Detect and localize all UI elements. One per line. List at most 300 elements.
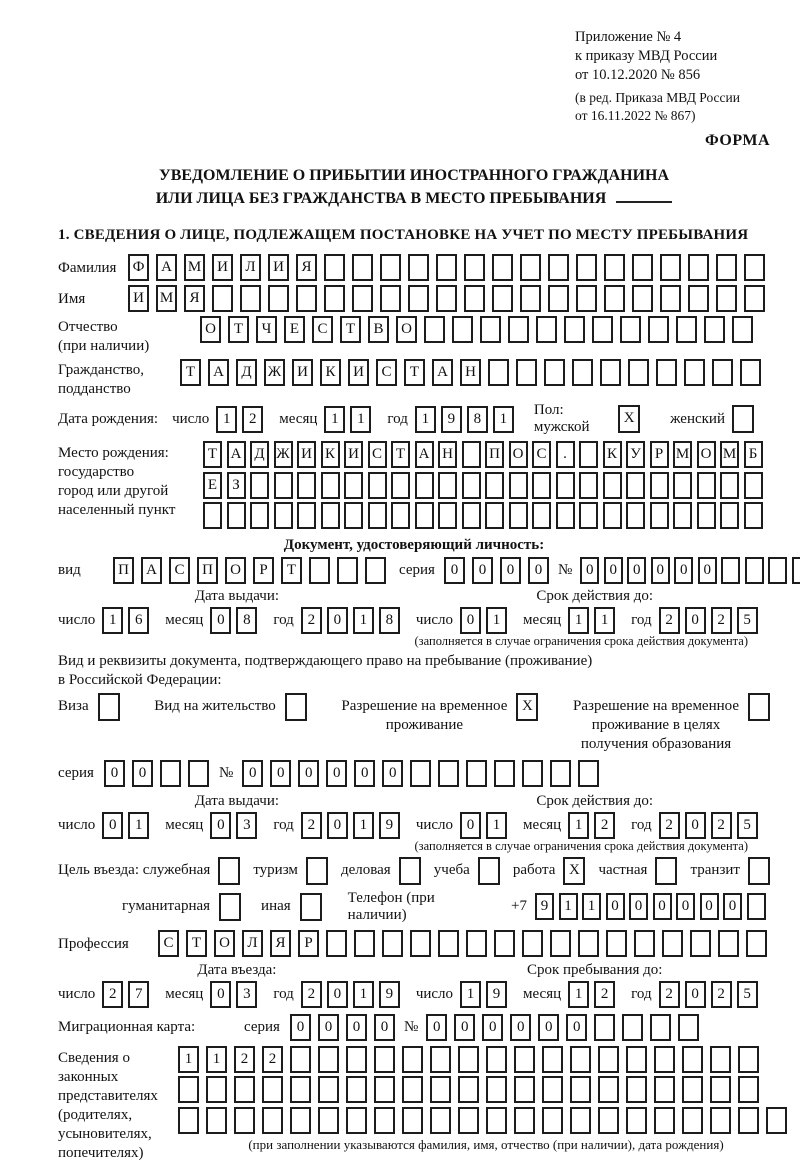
char-cell[interactable] xyxy=(352,285,373,312)
char-cell[interactable] xyxy=(458,1076,479,1103)
char-cell[interactable] xyxy=(352,254,373,281)
char-cell[interactable]: С xyxy=(376,359,397,386)
char-cell[interactable] xyxy=(318,1107,339,1134)
char-cell[interactable] xyxy=(697,502,716,529)
char-cell[interactable] xyxy=(98,693,120,721)
char-cell[interactable]: Л xyxy=(240,254,261,281)
char-cell[interactable]: 0 xyxy=(528,557,549,584)
birth-day-input[interactable] xyxy=(216,406,268,433)
char-cell[interactable] xyxy=(485,472,504,499)
char-cell[interactable]: 0 xyxy=(651,557,670,584)
char-cell[interactable] xyxy=(688,254,709,281)
char-cell[interactable] xyxy=(374,1107,395,1134)
char-cell[interactable]: 0 xyxy=(298,760,319,787)
char-cell[interactable]: 2 xyxy=(711,981,732,1008)
char-cell[interactable] xyxy=(745,557,764,584)
char-cell[interactable]: О xyxy=(697,441,716,468)
char-cell[interactable] xyxy=(486,1107,507,1134)
char-cell[interactable] xyxy=(532,472,551,499)
char-cell[interactable]: С xyxy=(368,441,387,468)
birthplace-row2-input[interactable] xyxy=(203,472,767,499)
char-cell[interactable] xyxy=(704,316,725,343)
char-cell[interactable] xyxy=(516,359,537,386)
char-cell[interactable] xyxy=(542,1076,563,1103)
char-cell[interactable] xyxy=(656,359,677,386)
purpose-other-checkbox[interactable] xyxy=(300,893,322,921)
char-cell[interactable]: 2 xyxy=(659,812,680,839)
visa-checkbox[interactable] xyxy=(98,693,120,721)
char-cell[interactable]: И xyxy=(212,254,233,281)
char-cell[interactable]: 0 xyxy=(472,557,493,584)
char-cell[interactable] xyxy=(408,254,429,281)
char-cell[interactable]: 1 xyxy=(486,607,507,634)
char-cell[interactable] xyxy=(747,893,766,920)
permit-issue-year[interactable] xyxy=(301,812,405,839)
char-cell[interactable]: 9 xyxy=(535,893,554,920)
char-cell[interactable] xyxy=(744,285,765,312)
char-cell[interactable]: 0 xyxy=(604,557,623,584)
char-cell[interactable]: О xyxy=(214,930,235,957)
char-cell[interactable]: О xyxy=(509,441,528,468)
stay-year-input[interactable] xyxy=(659,981,763,1008)
char-cell[interactable] xyxy=(550,930,571,957)
char-cell[interactable] xyxy=(579,472,598,499)
char-cell[interactable] xyxy=(206,1076,227,1103)
char-cell[interactable] xyxy=(509,502,528,529)
char-cell[interactable] xyxy=(274,472,293,499)
char-cell[interactable] xyxy=(532,502,551,529)
char-cell[interactable] xyxy=(492,285,513,312)
char-cell[interactable] xyxy=(354,930,375,957)
char-cell[interactable]: 0 xyxy=(346,1014,367,1041)
char-cell[interactable] xyxy=(391,472,410,499)
char-cell[interactable]: Т xyxy=(180,359,201,386)
stay-day-input[interactable] xyxy=(460,981,512,1008)
char-cell[interactable] xyxy=(262,1107,283,1134)
char-cell[interactable]: А xyxy=(141,557,162,584)
char-cell[interactable] xyxy=(632,285,653,312)
permit-number-input[interactable] xyxy=(242,760,606,787)
char-cell[interactable]: П xyxy=(485,441,504,468)
purpose-transit-checkbox[interactable] xyxy=(748,857,770,885)
char-cell[interactable] xyxy=(682,1107,703,1134)
char-cell[interactable] xyxy=(579,502,598,529)
char-cell[interactable] xyxy=(598,1107,619,1134)
char-cell[interactable] xyxy=(494,760,515,787)
char-cell[interactable]: 2 xyxy=(711,607,732,634)
char-cell[interactable] xyxy=(697,472,716,499)
char-cell[interactable]: 0 xyxy=(566,1014,587,1041)
char-cell[interactable] xyxy=(402,1046,423,1073)
char-cell[interactable] xyxy=(160,760,181,787)
char-cell[interactable] xyxy=(738,1076,759,1103)
char-cell[interactable] xyxy=(206,1107,227,1134)
char-cell[interactable]: И xyxy=(348,359,369,386)
char-cell[interactable]: 1 xyxy=(324,406,345,433)
char-cell[interactable]: 0 xyxy=(723,893,742,920)
char-cell[interactable]: О xyxy=(225,557,246,584)
char-cell[interactable]: 0 xyxy=(538,1014,559,1041)
representatives-row2-input[interactable] xyxy=(178,1076,794,1103)
char-cell[interactable] xyxy=(464,285,485,312)
char-cell[interactable] xyxy=(380,285,401,312)
char-cell[interactable] xyxy=(380,254,401,281)
char-cell[interactable] xyxy=(309,557,330,584)
char-cell[interactable]: 0 xyxy=(510,1014,531,1041)
document-valid-year[interactable] xyxy=(659,607,763,634)
char-cell[interactable]: 0 xyxy=(132,760,153,787)
char-cell[interactable]: З xyxy=(227,472,246,499)
char-cell[interactable]: Р xyxy=(650,441,669,468)
permit-issue-day[interactable] xyxy=(102,812,154,839)
entry-month-input[interactable] xyxy=(210,981,262,1008)
char-cell[interactable] xyxy=(744,254,765,281)
char-cell[interactable]: 0 xyxy=(210,812,231,839)
char-cell[interactable] xyxy=(710,1046,731,1073)
char-cell[interactable] xyxy=(399,857,421,885)
char-cell[interactable] xyxy=(391,502,410,529)
char-cell[interactable]: 0 xyxy=(327,607,348,634)
char-cell[interactable] xyxy=(592,316,613,343)
char-cell[interactable] xyxy=(485,502,504,529)
char-cell[interactable] xyxy=(218,857,240,885)
char-cell[interactable]: 1 xyxy=(216,406,237,433)
char-cell[interactable] xyxy=(768,557,787,584)
char-cell[interactable] xyxy=(438,472,457,499)
char-cell[interactable] xyxy=(572,359,593,386)
char-cell[interactable]: 0 xyxy=(460,812,481,839)
char-cell[interactable]: 0 xyxy=(674,557,693,584)
char-cell[interactable]: И xyxy=(297,441,316,468)
char-cell[interactable]: Л xyxy=(242,930,263,957)
char-cell[interactable]: 2 xyxy=(301,812,322,839)
char-cell[interactable]: Т xyxy=(404,359,425,386)
char-cell[interactable] xyxy=(626,502,645,529)
char-cell[interactable]: Т xyxy=(203,441,222,468)
surname-input[interactable] xyxy=(128,254,772,281)
char-cell[interactable] xyxy=(628,359,649,386)
char-cell[interactable]: А xyxy=(415,441,434,468)
char-cell[interactable]: 0 xyxy=(374,1014,395,1041)
char-cell[interactable] xyxy=(626,1076,647,1103)
char-cell[interactable]: 1 xyxy=(206,1046,227,1073)
char-cell[interactable] xyxy=(274,502,293,529)
char-cell[interactable] xyxy=(564,316,585,343)
char-cell[interactable]: О xyxy=(200,316,221,343)
char-cell[interactable] xyxy=(716,254,737,281)
char-cell[interactable] xyxy=(514,1076,535,1103)
char-cell[interactable] xyxy=(430,1076,451,1103)
char-cell[interactable]: Я xyxy=(270,930,291,957)
char-cell[interactable] xyxy=(520,254,541,281)
char-cell[interactable]: 0 xyxy=(700,893,719,920)
char-cell[interactable] xyxy=(522,760,543,787)
char-cell[interactable]: 0 xyxy=(698,557,717,584)
char-cell[interactable]: И xyxy=(268,254,289,281)
char-cell[interactable] xyxy=(240,285,261,312)
char-cell[interactable]: Д xyxy=(250,441,269,468)
char-cell[interactable] xyxy=(514,1107,535,1134)
char-cell[interactable]: И xyxy=(292,359,313,386)
char-cell[interactable]: 0 xyxy=(685,607,706,634)
char-cell[interactable] xyxy=(542,1107,563,1134)
temp-residence-checkbox[interactable] xyxy=(516,693,538,721)
purpose-study-checkbox[interactable] xyxy=(478,857,500,885)
char-cell[interactable] xyxy=(748,693,770,721)
sex-female-checkbox[interactable] xyxy=(732,405,759,433)
char-cell[interactable]: С xyxy=(169,557,190,584)
char-cell[interactable] xyxy=(458,1107,479,1134)
char-cell[interactable] xyxy=(673,472,692,499)
char-cell[interactable] xyxy=(337,557,358,584)
char-cell[interactable] xyxy=(324,285,345,312)
char-cell[interactable] xyxy=(626,1107,647,1134)
char-cell[interactable] xyxy=(520,285,541,312)
char-cell[interactable]: 0 xyxy=(104,760,125,787)
permit-series-input[interactable] xyxy=(104,760,216,787)
char-cell[interactable] xyxy=(600,359,621,386)
char-cell[interactable]: 0 xyxy=(382,760,403,787)
char-cell[interactable]: 1 xyxy=(353,607,374,634)
char-cell[interactable] xyxy=(662,930,683,957)
char-cell[interactable] xyxy=(682,1046,703,1073)
char-cell[interactable] xyxy=(744,502,763,529)
char-cell[interactable] xyxy=(682,1076,703,1103)
char-cell[interactable]: 0 xyxy=(102,812,123,839)
char-cell[interactable]: 0 xyxy=(653,893,672,920)
char-cell[interactable]: 0 xyxy=(629,893,648,920)
char-cell[interactable] xyxy=(234,1107,255,1134)
char-cell[interactable]: 0 xyxy=(500,557,521,584)
char-cell[interactable] xyxy=(536,316,557,343)
char-cell[interactable] xyxy=(570,1046,591,1073)
char-cell[interactable]: М xyxy=(673,441,692,468)
char-cell[interactable] xyxy=(346,1076,367,1103)
char-cell[interactable]: 9 xyxy=(379,981,400,1008)
char-cell[interactable]: 1 xyxy=(594,607,615,634)
permit-valid-month[interactable] xyxy=(568,812,620,839)
char-cell[interactable] xyxy=(324,254,345,281)
char-cell[interactable] xyxy=(738,1107,759,1134)
name-input[interactable] xyxy=(128,285,772,312)
char-cell[interactable]: 8 xyxy=(236,607,257,634)
char-cell[interactable]: Н xyxy=(460,359,481,386)
char-cell[interactable]: Т xyxy=(281,557,302,584)
char-cell[interactable] xyxy=(655,857,677,885)
char-cell[interactable] xyxy=(576,285,597,312)
char-cell[interactable]: Т xyxy=(340,316,361,343)
char-cell[interactable] xyxy=(598,1076,619,1103)
birth-month-input[interactable] xyxy=(324,406,376,433)
char-cell[interactable]: 2 xyxy=(301,981,322,1008)
char-cell[interactable] xyxy=(462,441,481,468)
entry-day-input[interactable] xyxy=(102,981,154,1008)
char-cell[interactable] xyxy=(374,1076,395,1103)
char-cell[interactable] xyxy=(321,472,340,499)
char-cell[interactable] xyxy=(738,1046,759,1073)
char-cell[interactable]: К xyxy=(320,359,341,386)
char-cell[interactable] xyxy=(606,930,627,957)
char-cell[interactable] xyxy=(544,359,565,386)
char-cell[interactable]: 2 xyxy=(234,1046,255,1073)
char-cell[interactable] xyxy=(346,1107,367,1134)
char-cell[interactable] xyxy=(570,1107,591,1134)
citizenship-input[interactable] xyxy=(180,359,768,386)
char-cell[interactable] xyxy=(556,502,575,529)
char-cell[interactable]: У xyxy=(626,441,645,468)
permit-issue-month[interactable] xyxy=(210,812,262,839)
char-cell[interactable]: 1 xyxy=(178,1046,199,1073)
char-cell[interactable] xyxy=(766,1107,787,1134)
char-cell[interactable] xyxy=(188,760,209,787)
char-cell[interactable]: . xyxy=(556,441,575,468)
char-cell[interactable] xyxy=(368,472,387,499)
char-cell[interactable] xyxy=(402,1107,423,1134)
char-cell[interactable]: 0 xyxy=(326,760,347,787)
char-cell[interactable] xyxy=(622,1014,643,1041)
char-cell[interactable] xyxy=(716,285,737,312)
char-cell[interactable]: 0 xyxy=(580,557,599,584)
char-cell[interactable] xyxy=(648,316,669,343)
char-cell[interactable]: 0 xyxy=(685,812,706,839)
char-cell[interactable] xyxy=(436,285,457,312)
sex-male-checkbox[interactable] xyxy=(618,405,645,433)
char-cell[interactable] xyxy=(374,1046,395,1073)
char-cell[interactable]: 2 xyxy=(659,981,680,1008)
char-cell[interactable] xyxy=(578,760,599,787)
char-cell[interactable]: 1 xyxy=(128,812,149,839)
char-cell[interactable] xyxy=(650,502,669,529)
char-cell[interactable] xyxy=(410,760,431,787)
char-cell[interactable]: 1 xyxy=(568,812,589,839)
char-cell[interactable] xyxy=(250,472,269,499)
char-cell[interactable]: 1 xyxy=(353,981,374,1008)
char-cell[interactable] xyxy=(690,930,711,957)
char-cell[interactable]: 9 xyxy=(441,406,462,433)
char-cell[interactable] xyxy=(212,285,233,312)
profession-input[interactable] xyxy=(158,930,774,957)
char-cell[interactable] xyxy=(227,502,246,529)
purpose-tourism-checkbox[interactable] xyxy=(306,857,328,885)
char-cell[interactable]: А xyxy=(227,441,246,468)
char-cell[interactable]: 1 xyxy=(102,607,123,634)
char-cell[interactable] xyxy=(626,472,645,499)
char-cell[interactable] xyxy=(542,1046,563,1073)
char-cell[interactable]: Е xyxy=(284,316,305,343)
char-cell[interactable] xyxy=(268,285,289,312)
residence-permit-checkbox[interactable] xyxy=(285,693,307,721)
char-cell[interactable]: 2 xyxy=(711,812,732,839)
char-cell[interactable]: 0 xyxy=(210,607,231,634)
char-cell[interactable] xyxy=(634,930,655,957)
char-cell[interactable] xyxy=(492,254,513,281)
document-valid-month[interactable] xyxy=(568,607,620,634)
char-cell[interactable] xyxy=(415,502,434,529)
char-cell[interactable]: 1 xyxy=(353,812,374,839)
char-cell[interactable] xyxy=(710,1076,731,1103)
char-cell[interactable]: Р xyxy=(253,557,274,584)
char-cell[interactable] xyxy=(579,441,598,468)
char-cell[interactable] xyxy=(318,1046,339,1073)
char-cell[interactable] xyxy=(326,930,347,957)
char-cell[interactable]: П xyxy=(113,557,134,584)
char-cell[interactable]: 1 xyxy=(582,893,601,920)
char-cell[interactable]: X xyxy=(563,857,585,885)
purpose-private-checkbox[interactable] xyxy=(655,857,677,885)
char-cell[interactable]: 2 xyxy=(242,406,263,433)
stay-month-input[interactable] xyxy=(568,981,620,1008)
char-cell[interactable]: 0 xyxy=(482,1014,503,1041)
char-cell[interactable] xyxy=(402,1076,423,1103)
purpose-work-checkbox[interactable] xyxy=(563,857,585,885)
char-cell[interactable] xyxy=(346,1046,367,1073)
char-cell[interactable]: К xyxy=(603,441,622,468)
char-cell[interactable]: 2 xyxy=(659,607,680,634)
char-cell[interactable] xyxy=(654,1076,675,1103)
char-cell[interactable] xyxy=(424,316,445,343)
char-cell[interactable] xyxy=(486,1046,507,1073)
char-cell[interactable]: 2 xyxy=(102,981,123,1008)
char-cell[interactable] xyxy=(626,1046,647,1073)
char-cell[interactable]: 0 xyxy=(290,1014,311,1041)
char-cell[interactable]: Р xyxy=(298,930,319,957)
char-cell[interactable] xyxy=(578,930,599,957)
char-cell[interactable]: 0 xyxy=(354,760,375,787)
char-cell[interactable]: 1 xyxy=(350,406,371,433)
char-cell[interactable] xyxy=(250,502,269,529)
document-issue-day[interactable] xyxy=(102,607,154,634)
char-cell[interactable]: М xyxy=(720,441,739,468)
entry-year-input[interactable] xyxy=(301,981,405,1008)
char-cell[interactable]: Т xyxy=(391,441,410,468)
char-cell[interactable] xyxy=(509,472,528,499)
char-cell[interactable]: П xyxy=(197,557,218,584)
char-cell[interactable] xyxy=(620,316,641,343)
char-cell[interactable] xyxy=(660,285,681,312)
char-cell[interactable] xyxy=(522,930,543,957)
char-cell[interactable] xyxy=(306,857,328,885)
char-cell[interactable] xyxy=(410,930,431,957)
char-cell[interactable]: X xyxy=(618,405,640,433)
char-cell[interactable] xyxy=(508,316,529,343)
char-cell[interactable] xyxy=(178,1076,199,1103)
char-cell[interactable] xyxy=(478,857,500,885)
document-series-input[interactable] xyxy=(444,557,556,584)
char-cell[interactable] xyxy=(720,472,739,499)
char-cell[interactable]: Т xyxy=(228,316,249,343)
char-cell[interactable]: 0 xyxy=(318,1014,339,1041)
char-cell[interactable] xyxy=(438,930,459,957)
char-cell[interactable]: И xyxy=(128,285,149,312)
permit-valid-year[interactable] xyxy=(659,812,763,839)
char-cell[interactable]: 0 xyxy=(676,893,695,920)
char-cell[interactable] xyxy=(203,502,222,529)
char-cell[interactable]: 1 xyxy=(568,981,589,1008)
char-cell[interactable]: Я xyxy=(296,254,317,281)
char-cell[interactable] xyxy=(650,1014,671,1041)
document-number-input[interactable] xyxy=(580,557,800,584)
char-cell[interactable]: Ж xyxy=(264,359,285,386)
char-cell[interactable]: А xyxy=(432,359,453,386)
char-cell[interactable]: 9 xyxy=(486,981,507,1008)
char-cell[interactable] xyxy=(684,359,705,386)
char-cell[interactable] xyxy=(604,285,625,312)
char-cell[interactable]: 3 xyxy=(236,812,257,839)
char-cell[interactable]: 2 xyxy=(594,812,615,839)
char-cell[interactable]: Т xyxy=(186,930,207,957)
char-cell[interactable]: 1 xyxy=(486,812,507,839)
char-cell[interactable] xyxy=(321,502,340,529)
